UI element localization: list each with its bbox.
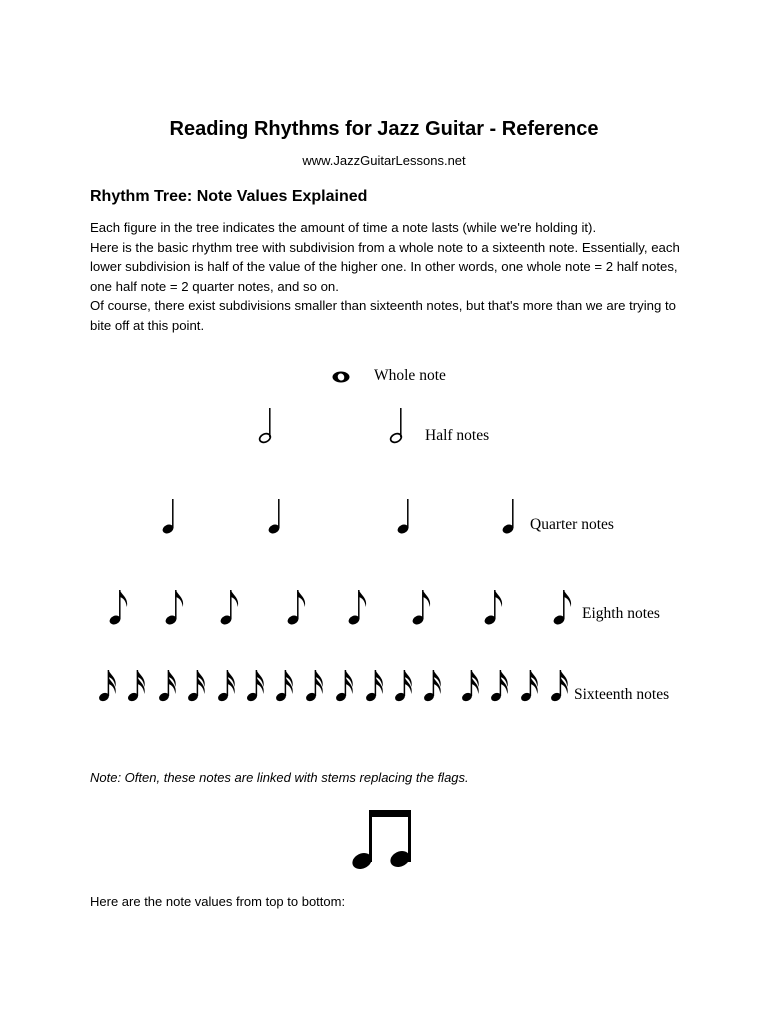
website-url: www.JazzGuitarLessons.net xyxy=(302,153,466,168)
intro-paragraph: Here is the basic rhythm tree with subdivision from a whole note to a sixteenth note. Essentially, each lower subdivision is half of the value of the higher one. In other words, one whole note = 2 half notes, one half note = 2 quarter notes, and so on. xyxy=(90,239,680,294)
half-notes-label: Half notes xyxy=(425,427,490,444)
intro-paragraph: Of course, there exist subdivisions smaller than sixteenth notes, but that's more than we are trying to bite off at this point. xyxy=(90,298,676,333)
section-heading: Rhythm Tree: Note Values Explained xyxy=(90,188,368,205)
bottom-text: Here are the note values from top to bottom: xyxy=(90,894,346,909)
intro-paragraph: Each figure in the tree indicates the amount of time a note lasts (while we're holding it). xyxy=(90,220,597,235)
document-title: Reading Rhythms for Jazz Guitar - Reference xyxy=(169,118,599,140)
eighth-notes-label: Eighth notes xyxy=(582,605,660,622)
quarter-notes-label: Quarter notes xyxy=(530,516,614,533)
sixteenth-notes-label: Sixteenth notes xyxy=(574,686,670,703)
note-text: Note: Often, these notes are linked with stems replacing the flags. xyxy=(90,770,469,785)
whole-note-label: Whole note xyxy=(374,367,446,384)
